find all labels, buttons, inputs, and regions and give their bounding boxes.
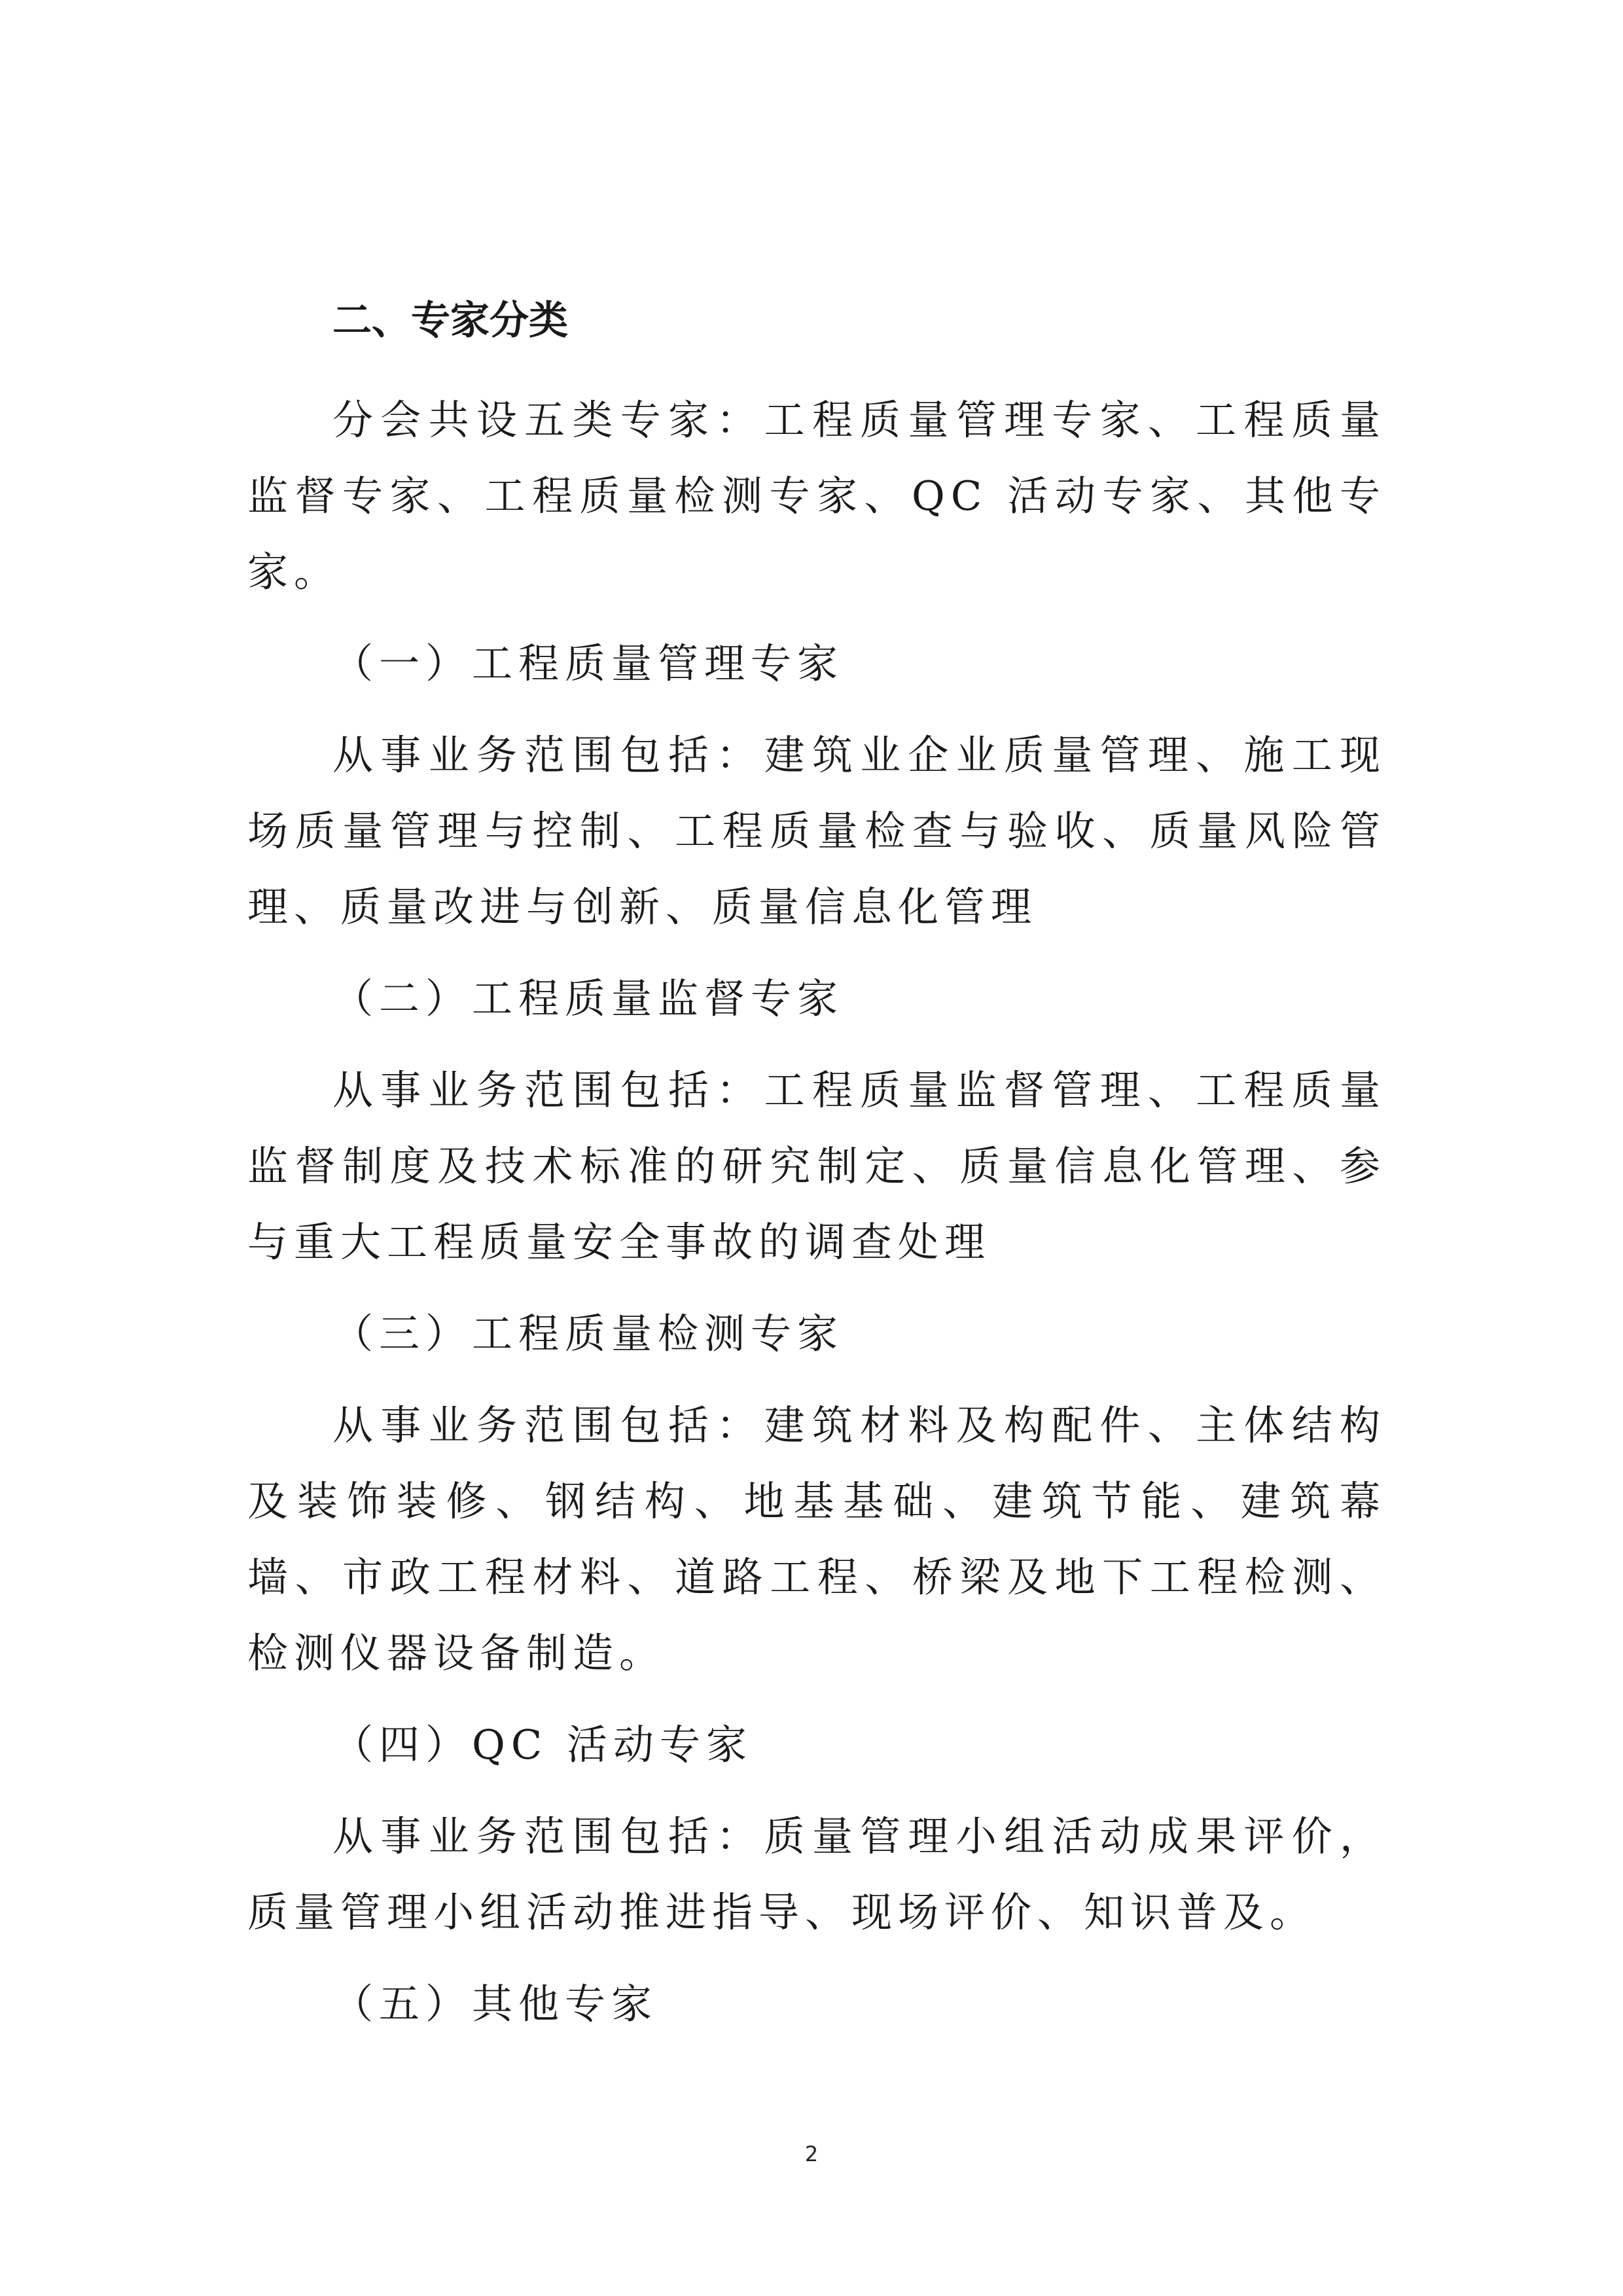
category-body-4: 从事业务范围包括：质量管理小组活动成果评价，质量管理小组活动推进指导、现场评价、知识普及。 (247, 1812, 1386, 1936)
category-body-2: 从事业务范围包括：工程质量监督管理、工程质量监督制度及技术标准的研究制定、质量信息化管理、参与重大工程质量安全事故的调查处理 (247, 1066, 1386, 1266)
section-intro: 分会共设五类专家：工程质量管理专家、工程质量监督专家、工程质量检测专家、QC 活动专家、其他专家。 (247, 396, 1386, 596)
category-body-3: 从事业务范围包括：建筑材料及构配件、主体结构及装饰装修、钢结构、地基基础、建筑节能、建筑幕墙、市政工程材料、道路工程、桥梁及地下工程检测、检测仪器设备制造。 (247, 1401, 1386, 1677)
section-title: 二、专家分类 (332, 298, 568, 344)
category-heading-5: （五）其他专家 (332, 1980, 658, 2028)
category-heading-1: （一）工程质量管理专家 (332, 639, 844, 687)
page-content (247, 288, 1386, 2058)
category-heading-2: （二）工程质量监督专家 (332, 975, 844, 1022)
category-heading-3: （三）工程质量检测专家 (332, 1310, 844, 1357)
page-number: 2 (804, 2142, 819, 2166)
category-heading-4: （四）QC 活动专家 (332, 1721, 753, 1768)
category-body-1: 从事业务范围包括：建筑业企业质量管理、施工现场质量管理与控制、工程质量检查与验收、质量风险管理、质量改进与创新、质量信息化管理 (247, 731, 1386, 931)
